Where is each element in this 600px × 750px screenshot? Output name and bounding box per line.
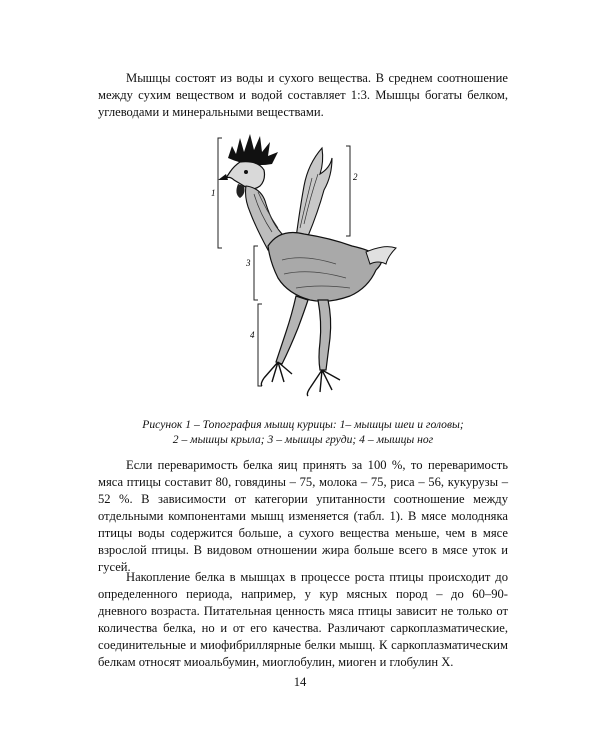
label-4: 4 bbox=[250, 330, 255, 340]
wattle bbox=[236, 184, 244, 198]
eye bbox=[244, 170, 248, 174]
wing-muscles bbox=[296, 148, 332, 238]
intro-paragraph: Мышцы состоят из воды и сухого вещества. В среднем соотношение между сухим веществом и водой составляет 1:3. Мышцы богаты белком, углеводами и минеральными веществами. bbox=[98, 71, 508, 119]
label-2: 2 bbox=[353, 172, 358, 182]
chicken-muscle-figure bbox=[200, 128, 410, 408]
breast-muscles bbox=[268, 233, 382, 302]
caption-line-1: Рисунок 1 – Топография мышц курицы: 1– мышцы шеи и головы; bbox=[142, 418, 464, 431]
comb bbox=[228, 134, 278, 165]
figure-caption bbox=[98, 417, 508, 447]
paragraph-3: Накопление белка в мышцах в процессе роста птицы происходит до определенного периода, например, у кур мясных пород – до 60–90-дневного возраста. Питательная ценность мяса птицы зависит не только от количества белка, но и от его качества. Различают саркоплазматические, соединительные и миофибриллярные белки мышц. К саркоплазматическим белкам относят миоальбумин, миоглобулин, миоген и глобулин Х. bbox=[98, 570, 508, 669]
label-1: 1 bbox=[211, 188, 216, 198]
tail bbox=[366, 247, 396, 264]
leg-muscles bbox=[276, 296, 331, 370]
paragraph-2: Если переваримость белка яиц принять за 100 %, то переваримость мяса птицы составит 80, говядины – 75, молока – 75, риса – 56, кукурузы – 52 %. В зависимости от категории упитанности соотношение между отдельными компонентами мышц изменяется (табл. 1). В мясе молодняка птицы воды содержится больше, а сухого вещества меньше, чем в мясе взрослой птицы. В видовом отношении жира больше всего в мясе уток и гусей. bbox=[98, 458, 508, 574]
label-3: 3 bbox=[246, 258, 251, 268]
bracket-2 bbox=[346, 146, 350, 236]
feet bbox=[261, 362, 340, 396]
chicken-head bbox=[226, 162, 265, 189]
bracket-4 bbox=[258, 304, 262, 386]
caption-line-2: 2 – мышцы крыла; 3 – мышцы груди; 4 – мышцы ног bbox=[172, 433, 434, 446]
page-number: 14 bbox=[293, 675, 307, 689]
beak bbox=[218, 174, 228, 180]
bracket-1 bbox=[218, 138, 222, 248]
bracket-3 bbox=[254, 246, 258, 300]
